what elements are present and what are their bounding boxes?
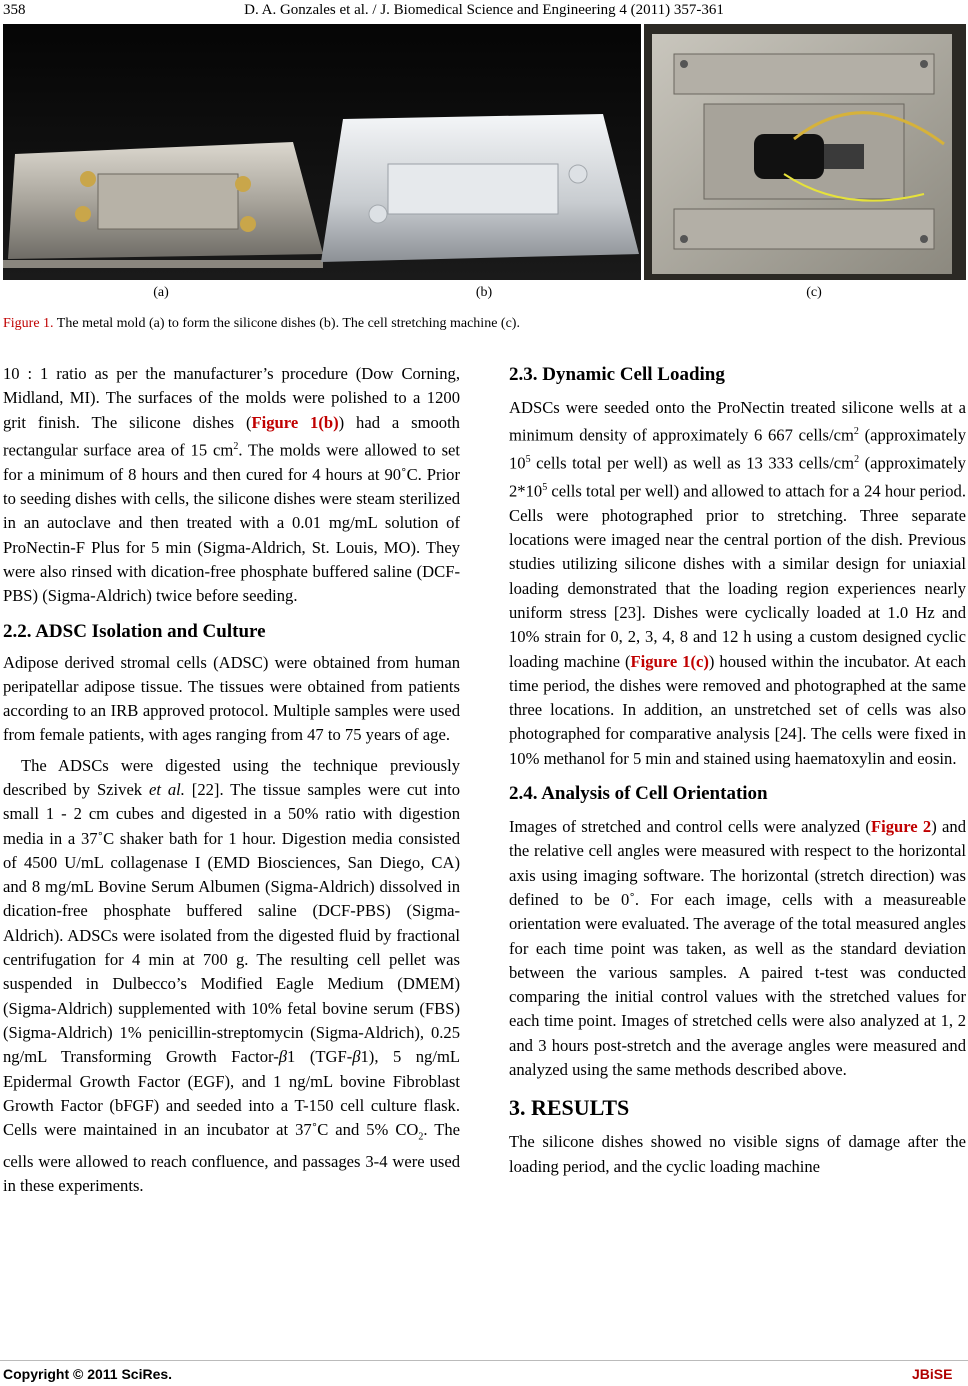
section-heading-2-3: 2.3. Dynamic Cell Loading — [509, 364, 725, 385]
page-number: 358 — [3, 2, 26, 18]
section-heading-2-4: 2.4. Analysis of Cell Orientation — [509, 783, 768, 805]
panel-label-a: (a) — [153, 285, 169, 300]
caption-text: The metal mold (a) to form the silicone dishes (b). The cell stretching machine (c). — [53, 316, 520, 331]
paragraph-adsc-source: Adipose derived stromal cells (ADSC) were obtained from human peripatellar adipose tissue. The tissues were obtained from patients according to an IRB approved protocol. Multiple samples were used from female patients, with ages ranging from 47 to 75 years of age. — [3, 652, 460, 745]
ref-figure-1c[interactable]: Figure 1(c) — [630, 651, 709, 671]
section-heading-3: 3. RESULTS — [509, 1095, 630, 1121]
paragraph-results: The silicone dishes showed no visible signs of damage after the loading period, and the cyclic loading machine — [509, 1132, 966, 1176]
figure-1 — [3, 24, 966, 280]
running-title: D. A. Gonzales et al. / J. Biomedical Science and Engineering 4 (2011) 357-361 — [244, 2, 724, 18]
paragraph-dynamic-loading: ADSCs were seeded onto the ProNectin treated silicone wells at a minimum density of approximately 6 667 cells/$cm^2$ (approximately $10^5$ cells total per well) as well as 13 333 cells/$cm^2$ (approximately $2*10^5$ cells total per well) and allowed to attach for a 24 hour period. Cells were photographed prior to stretching. Three separate locations were imaged near the central portion of the dish. Previous studies utilizing silicone dishes with a similar design for uniaxial loading demonstrated that the loading region experiences nearly uniform stress [23]. Dishes were cyclically loaded at 1.0 Hz and 10% strain for 0, 2, 3, 4, 8 and 12 h using a custom designed cyclic loading machine (Figure 1(c)) housed within the incubator. At each time period, the dishes were removed and photographed at the same three locations. In addition, an unstretched set of cells was also photographed for comparative analysis [24]. The cells were fixed in 10% methanol for 5 min and stained using haematoxylin and eosin. — [509, 398, 966, 768]
figure-1ab-photo — [3, 24, 641, 280]
figure-caption — [3, 316, 963, 332]
paragraph-adsc-digestion: The ADSCs were digested using the technique previously described by Szivek et al. [22]. The tissue samples were cut into small 1 - 2 cm cubes and digested in a 50% ratio with digestion media in a 37˚C shaker bath for 1 hour. Digestion media consisted of 4500 U/mL collagenase I (EMD Biosciences, San Diego, CA) and 8 mg/mL Bovine Serum Albumen (Sigma-Aldrich) dissolved in dication-free phosphate buffered saline (DCF-PBS) (Sigma-Aldrich). ADSCs were isolated from the digested fluid by fractional centrifugation for 4 min at 700 g. The resulting cell pellet was suspended in Dulbecco’s Modified Eagle Medium (DMEM) (Sigma-Aldrich) supplemented with 10% fetal bovine serum (FBS) (Sigma-Aldrich) 1% penicillin-streptomycin (Sigma-Aldrich), 0.25 ng/mL Transforming Growth Factor-β1 (TGF-β1), 5 ng/mL Epidermal Growth Factor (EGF), and 1 ng/mL bovine Fibroblast Growth Factor (bFGF) and seeded into a T-150 cell culture flask. Cells were maintained in an incubator at 37˚C and 5% $CO_2$. The cells were allowed to reach confluence, and passages 3-4 were used in these experiments. — [3, 755, 461, 1196]
ref-figure-1b[interactable]: Figure 1(b) — [251, 412, 339, 432]
left-column — [3, 362, 460, 1198]
ref-figure-2[interactable]: Figure 2 — [870, 817, 932, 837]
paragraph-cell-orientation: Images of stretched and control cells were analyzed (Figure 2) and the relative cell angles were measured with respect to the horizontal axis using imaging software. The horizontal (stretch direction) was defined to be 0˚. For each image, cells with a measureable orientation were evaluated. The average of the total measured angles for each time point was taken, as well as the standard deviation between the various samples. A paired t-test was conducted comparing the initial control values with the stretched values for each time point. Images of stretched cells were also analyzed at 1, 2 and 3 hours post-stretch and the average angles were measured and analyzed using the same methods described above. — [509, 817, 966, 1080]
section-heading-2-2: 2.2. ADSC Isolation and Culture — [3, 620, 266, 642]
footer-copyright: Copyright © 2011 SciRes. — [3, 1366, 173, 1382]
right-column — [509, 362, 966, 1179]
footer-divider — [0, 1360, 968, 1361]
footer-journal: JBiSE — [912, 1366, 953, 1382]
figure-1c-photo — [644, 24, 966, 280]
caption-label: Figure 1. — [3, 316, 54, 331]
panel-label-c: (c) — [806, 285, 822, 300]
panel-label-b: (b) — [475, 285, 493, 300]
paragraph-silicone-dishes: 10 : 1 ratio as per the manufacturer’s procedure (Dow Corning, Midland, MI). The surfaces of the molds were polished to a 1200 grit finish. The silicone dishes (Figure 1(b)) had a smooth rectangular surface area of 15 $cm^2$. The molds were allowed to set for a minimum of 8 hours and then cured for 4 hours at 90˚C. Prior to seeding dishes with cells, the silicone dishes were steam sterilized in an autoclave and then treated with a 0.01 mg/mL solution of ProNectin-F Plus for 5 min (Sigma-Aldrich, St. Louis, MO). They were also rinsed with dication-free phosphate buffered saline (DCF-PBS) (Sigma-Aldrich) twice before seeding. — [3, 364, 461, 606]
